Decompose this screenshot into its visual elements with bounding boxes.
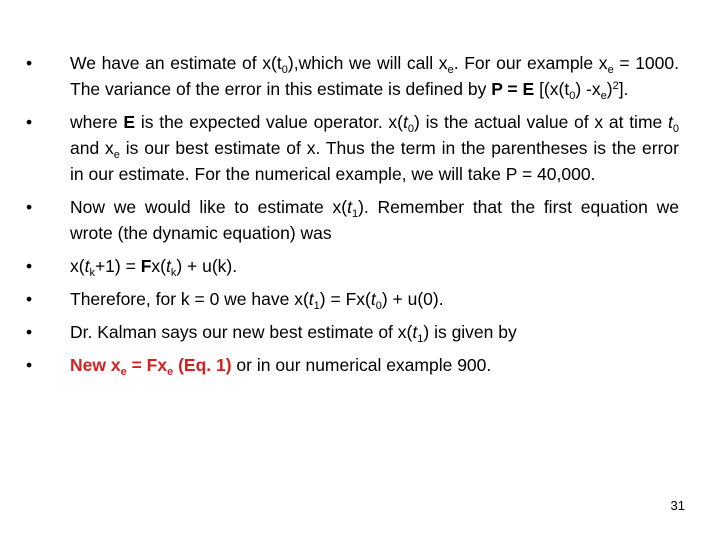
page-number: 31 [670,498,685,513]
bullet-estimate [24,50,679,102]
equation-highlight: New $x_e = Fx_e$ (Eq. 1) [70,355,232,378]
bullet-new-estimate [24,352,679,378]
bullet-expected-value [24,109,679,187]
bullet-estimate-next [24,194,679,246]
bullet-marker: • [26,53,33,73]
bullet-text: $x(t_k+1) = Fx(t_k) + u(k)$. [70,256,238,279]
bullet-marker: • [26,355,33,375]
bullet-k-zero [24,286,679,312]
bullet-text: Therefore, for k = 0 we have $x(t_1) = Fx(t_0) + u(0)$. [70,289,444,312]
bullet-text: New $x_e = Fx_e$ (Eq. 1) or in our numerical example 900. [70,355,492,378]
bullet-text: Dr. Kalman says our new best estimate of $x(t_1)$ is given by [70,322,517,345]
bullet-marker: • [26,197,33,217]
bullet-dynamic-equation [24,253,679,279]
bullet-marker: • [26,256,33,276]
bullet-marker: • [26,322,33,342]
bullet-kalman [24,319,679,345]
bullet-marker: • [26,289,33,309]
bullet-text: where E is the expected value operator. $x(t_0)$ is the actual value of x at time $t_0$ and $x_e$ is our best estimate of x. Thus the term in the parentheses is the error in our estimate. For the numerical example, we will take P = 40,000. [70,112,679,184]
bullet-text: Now we would like to estimate $x(t_1)$. Remember that the first equation we wrote (the dynamic equation) was [70,197,679,243]
bullet-marker: • [26,112,33,132]
bullet-text: We have an estimate of $x(t_0),which$ we will call $x_e$. For our example $x_e = 1000$. The variance of the error in this estimate is defined by P = E [($x(t_0)$ $-x_e)^2$]. [70,53,679,102]
bullet-list [24,50,679,385]
